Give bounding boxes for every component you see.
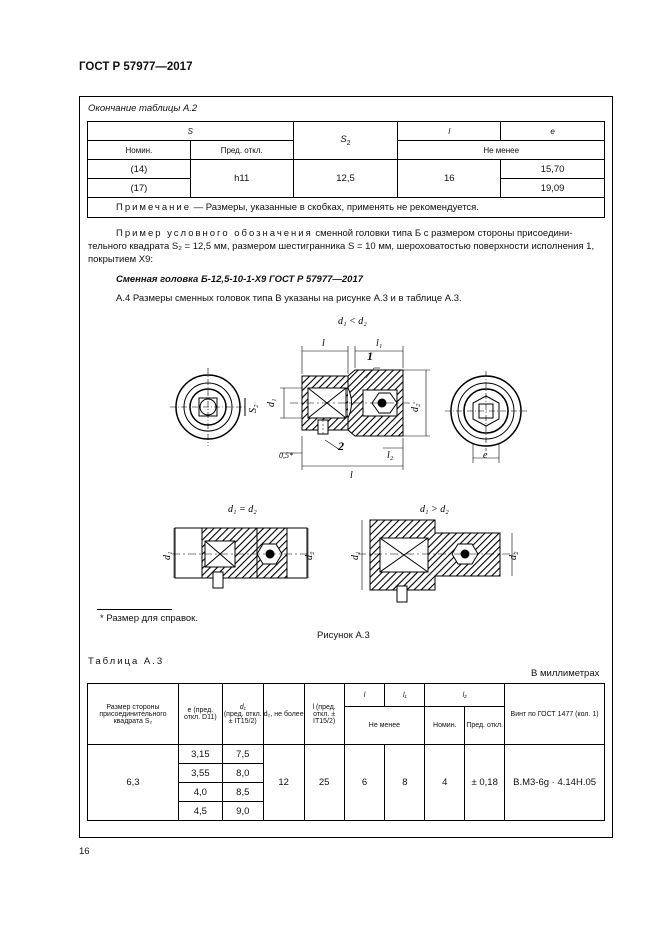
label-l1: l₁: [376, 338, 383, 349]
label-l2: l₂: [387, 450, 394, 461]
cell-e: 19,09: [501, 179, 605, 198]
cell-d1: 7,5: [222, 745, 263, 764]
table-a3-units: В миллиметрах: [531, 668, 600, 679]
header-l1: l₁: [385, 684, 425, 707]
label-e: e: [483, 450, 488, 461]
table-a3: [87, 683, 605, 821]
cell-d1: 8,0: [222, 764, 263, 783]
section-view-d1-equal-d2: [172, 528, 312, 588]
cell-l: 25: [304, 745, 344, 821]
label-l-bottom: l: [350, 470, 353, 481]
label-s2: S₂: [248, 404, 259, 413]
cell-screw: В.М3-6g · 4.14Н.05: [505, 745, 605, 821]
label-d1-less-d2: d₁ < d₂: [338, 316, 367, 327]
callout-2: 2: [338, 439, 344, 453]
callout-1: 1: [367, 349, 373, 363]
figure-a3: [80, 308, 612, 608]
label-d1-gt: d₁: [350, 551, 361, 560]
label-d1-eq: d₁: [162, 551, 173, 560]
cell-dev: h11: [190, 160, 293, 198]
cell-side: 6,3: [88, 745, 179, 821]
figure-caption: Рисунок А.3: [317, 630, 370, 641]
cell-nom: (14): [88, 160, 191, 179]
header-l2-nom: Номин.: [425, 707, 465, 745]
header-s-nom: Номин.: [88, 141, 191, 160]
label-d2-eq: d₂: [304, 551, 315, 560]
header-d2: d₂, не более: [263, 684, 304, 745]
cell-d2: 12: [263, 745, 304, 821]
header-l-min: l: [344, 684, 385, 707]
left-end-view: [170, 368, 246, 446]
cell-e: 4,0: [178, 783, 222, 802]
cell-l: 16: [398, 160, 501, 198]
label-d1-equal-d2: d₁ = d₂: [228, 504, 257, 515]
document-code: ГОСТ Р 57977—2017: [79, 61, 193, 73]
cell-e: 3,55: [178, 764, 222, 783]
label-d2: d₂: [410, 403, 421, 412]
header-l: l (пред. откл. ± IT15/2): [304, 684, 344, 745]
table-a3-title: Таблица А.3: [88, 656, 165, 667]
cell-l2-dev: ± 0,18: [465, 745, 505, 821]
header-s2: $S_2$: [293, 122, 398, 160]
header-s-dev: Пред. откл.: [190, 141, 293, 160]
header-l: l: [398, 122, 501, 141]
label-d2-gt: d₂: [508, 551, 519, 560]
header-not-less: Не менее: [398, 141, 605, 160]
header-e: e: [501, 122, 605, 141]
label-chamfer: 0,5*: [279, 451, 293, 460]
header-screw: Винт по ГОСТ 1477 (кол. 1): [505, 684, 605, 745]
header-not-less: Не менее: [344, 707, 425, 745]
cell-l-min: 6: [344, 745, 385, 821]
cell-l2-nom: 4: [425, 745, 465, 821]
page-number: 16: [79, 846, 90, 857]
table-a2-note: Примечание — Размеры, указанные в скобках, применять не рекомендуется.: [88, 198, 605, 218]
table-a2-caption: Окончание таблицы А.2: [88, 103, 198, 114]
table-a2: [87, 121, 605, 218]
cell-l1: 8: [385, 745, 425, 821]
header-l2: l₂: [425, 684, 505, 707]
label-d1-greater-d2: d₁ > d₂: [420, 504, 449, 515]
label-l: l: [322, 338, 325, 349]
cell-e: 3,15: [178, 745, 222, 764]
section-view-d1-less-d2: [280, 346, 430, 470]
example-paragraph: Пример условного обозначения сменной головки типа Б с размером стороны присоедини- тельного квадрата S₂ = 12,5 мм, размером шестигранника S = 10 мм, шероховатостью поверхности исполнения 1, покрытием Х9:: [88, 228, 595, 265]
example-designation: Сменная головка Б-12,5-10-1-Х9 ГОСТ Р 57977—2017: [116, 274, 364, 285]
cell-nom: (17): [88, 179, 191, 198]
label-d1: d₁: [266, 398, 277, 407]
header-d1: d₁ (пред. откл. ± IT15/2): [222, 684, 263, 745]
cell-s2: 12,5: [293, 160, 398, 198]
footnote-rule: [97, 609, 172, 610]
header-s: S: [88, 122, 294, 141]
cell-e: 4,5: [178, 802, 222, 821]
section-view-d1-greater-d2: [358, 520, 516, 602]
section-a4-text: А.4 Размеры сменных головок типа В указаны на рисунке А.3 и в таблице А.3.: [116, 293, 462, 304]
header-l2-dev: Пред. откл.: [465, 707, 505, 745]
cell-e: 15,70: [501, 160, 605, 179]
header-e: е (пред. откл. D11): [178, 684, 222, 745]
footnote: * Размер для справок.: [100, 613, 198, 624]
cell-d1: 9,0: [222, 802, 263, 821]
cell-d1: 8,5: [222, 783, 263, 802]
header-side: Размер стороны присоединительного квадрата S₂: [88, 684, 179, 745]
